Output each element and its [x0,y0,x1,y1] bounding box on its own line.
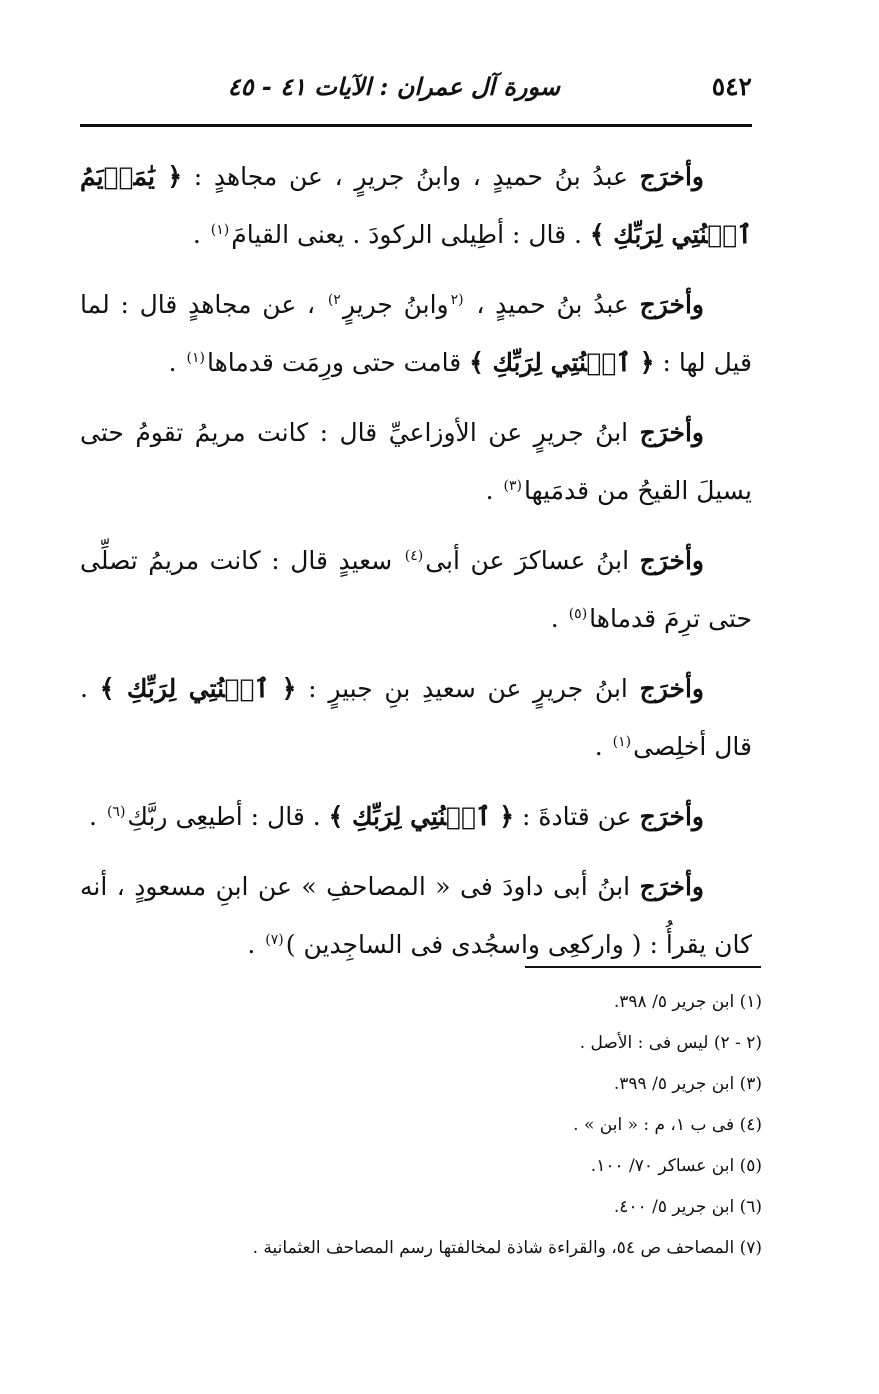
text-segment: . قال : أطيعِى ربَّكِ [127,802,329,831]
running-title: سورة آل عمران : الآيات ٤١ - ٤٥ [227,72,560,101]
quran-quote: ﴿ يَٰمَرۡيَمُ ٱقۡنُتِي لِرَبِّكِ ﴾ [80,162,752,249]
narration-lead: وأخرَج [639,418,704,447]
paragraph [80,858,752,974]
text-segment: . [192,220,209,249]
text-segment: عن قتادةَ : [514,802,640,831]
footnote: (٣) ابن جرير ٥/ ٣٩٩. [613,1074,762,1094]
narration-lead: وأخرَج [639,872,704,901]
paragraph [80,532,752,648]
text-segment: . [247,930,264,959]
text-segment: . [594,732,611,761]
footnote: (٦) ابن جرير ٥/ ٤٠٠. [613,1197,762,1217]
narration-lead: وأخرَج [639,674,704,703]
page-header [80,60,752,110]
footnote-separator [525,966,761,968]
footnote: (٧) المصاحف ص ٥٤، والقراءة شاذة لمخالفتها رسم المصاحف العثمانية . [252,1238,762,1258]
quran-quote: ﴿ ٱقۡنُتِي لِرَبِّكِ ﴾ [99,674,297,703]
narration-lead: وأخرَج [639,546,704,575]
footnote: (٤) فى ب ١، م : « ابن » . [573,1115,762,1135]
text-segment: . قال أخلِصى [80,674,752,761]
paragraph [80,148,752,264]
footnote-ref: (١) [186,349,205,366]
footnote: (١) ابن جرير ٥/ ٣٩٨. [613,992,762,1012]
paragraph [80,660,752,776]
paragraph [80,276,752,392]
text-segment: . [485,476,502,505]
quran-quote: ﴿ ٱقۡنُتِي لِرَبِّكِ ﴾ [469,348,655,377]
narration-lead: وأخرَج [639,162,704,191]
footnote: (٥) ابن عساكر ٧٠/ ١٠٠. [590,1156,762,1176]
quran-quote: ﴿ ٱقۡنُتِي لِرَبِّكِ ﴾ [328,802,515,831]
footnote-ref: (٣) [503,477,522,494]
text-segment: ابنُ عساكرَ عن أبى [425,546,640,575]
text-segment: ابنُ جريرٍ عن سعيدِ بنِ جبيرٍ : [296,674,640,703]
text-segment: ، عن مجاهدٍ قال : لما قيل لها : [80,290,752,377]
text-segment: ابنُ أبى داودَ فى « المصاحفِ » عن ابنِ مسعودٍ ، أنه كان يقرأُ : ( واركعِى واسجُدى فى الساجِدين ) [80,872,752,959]
footnote: (٢ - ٢) ليس فى : الأصل . [579,1033,762,1053]
footnote-ref: (١) [612,733,632,750]
text-segment: . قال : أطِيلى الركودَ . يعنى القيامَ [231,220,590,249]
footnote-ref: (٢ [450,291,464,308]
text-segment: . [89,802,105,831]
paragraph [80,404,752,520]
text-segment: ابنُ جريرٍ عن الأوزاعيِّ قال : كانت مريمُ تقومُ حتى يسيلَ القيحُ من قدمَيها [80,418,752,505]
footnote-ref: (٦) [106,803,126,820]
header-rule [80,124,752,127]
footnote-ref: (١) [210,221,230,238]
narration-lead: وأخرَج [639,290,704,319]
text-segment: . [550,604,567,633]
paragraph [80,788,752,846]
footnote-ref: ٢) [327,291,341,308]
text-segment: عبدُ بنُ حميدٍ ، [465,290,640,319]
page-number: ٥٤٢ [711,72,752,101]
text-segment: عبدُ بنُ حميدٍ ، وابنُ جريرٍ ، عن مجاهدٍ : [182,162,640,191]
footnote-ref: (٤) [404,547,424,564]
text-segment: قامت حتى ورِمَت قدماها [207,348,470,377]
text-segment: وابنُ جريرٍ [342,290,449,319]
text-segment: سعيدٍ قال : كانت مريمُ تصلِّى حتى ترِمَ قدماها [80,546,752,633]
footnotes [180,982,762,1269]
narration-lead: وأخرَج [639,802,704,831]
text-segment: . [168,348,185,377]
footnote-ref: (٥) [568,605,588,622]
footnote-ref: (٧) [265,931,284,948]
main-text [80,148,752,986]
